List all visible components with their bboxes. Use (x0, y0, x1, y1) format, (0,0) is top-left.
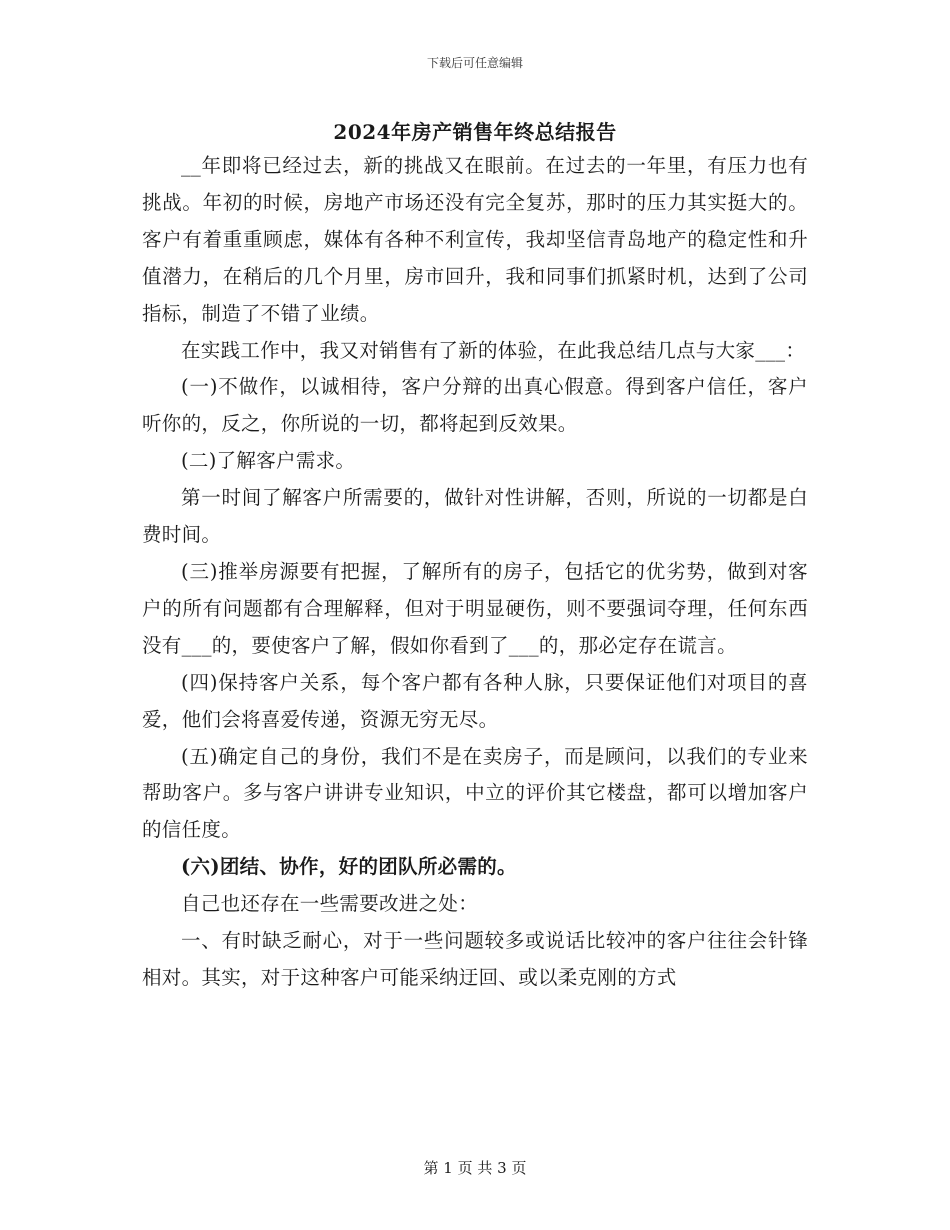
paragraph: (二)了解客户需求。 (181, 449, 356, 473)
paragraph: 第一时间了解客户所需要的，做针对性讲解，否则，所说的一切都是白费时间。 (142, 486, 808, 547)
paragraph: (四)保持客户关系，每个客户都有各种人脉，只要保证他们对项目的喜爱，他们会将喜爱传递，资源无穷无尽。 (142, 670, 808, 731)
paragraph: 在实践工作中，我又对销售有了新的体验，在此我总结几点与大家___： (181, 338, 806, 362)
page-number: 第 1 页 共 3 页 (423, 1159, 527, 1177)
document-title: 2024年房产销售年终总结报告 (333, 120, 617, 144)
paragraph: (一)不做作，以诚相待，客户分辩的出真心假意。得到客户信任，客户听你的，反之，你所说的一切，都将起到反效果。 (142, 375, 808, 436)
paragraph: __年即将已经过去，新的挑战又在眼前。在过去的一年里，有压力也有挑战。年初的时候，房地产市场还没有完全复苏，那时的压力其实挺大的。客户有着重重顾虑，媒体有各种不利宣传，我却坚信青岛地产的稳定性和升值潜力，在稍后的几个月里，房市回升，我和同事们抓紧时机，达到了公司指标，制造了不错了业绩。 (142, 154, 808, 325)
paragraph: (五)确定自己的身份，我们不是在卖房子，而是顾问，以我们的专业来帮助客户。多与客户讲讲专业知识，中立的评价其它楼盘，都可以增加客户的信任度。 (142, 744, 808, 842)
paragraph: 一、有时缺乏耐心，对于一些问题较多或说话比较冲的客户往往会针锋相对。其实，对于这种客户可能采纳迂回、或以柔克刚的方式 (142, 929, 808, 989)
page-header: 下载后可任意编辑 (426, 56, 523, 70)
paragraph: (三)推举房源要有把握，了解所有的房子，包括它的优劣势，做到对客户的所有问题都有合理解释，但对于明显硬伤，则不要强词夺理，任何东西没有___的，要使客户了解，假如你看到了___的，那必定存在谎言。 (142, 559, 808, 657)
paragraph: 自己也还存在一些需要改进之处： (181, 892, 479, 916)
paragraph-heading: (六)团结、协作，好的团队所必需的。 (181, 855, 517, 879)
document-body (142, 148, 808, 997)
